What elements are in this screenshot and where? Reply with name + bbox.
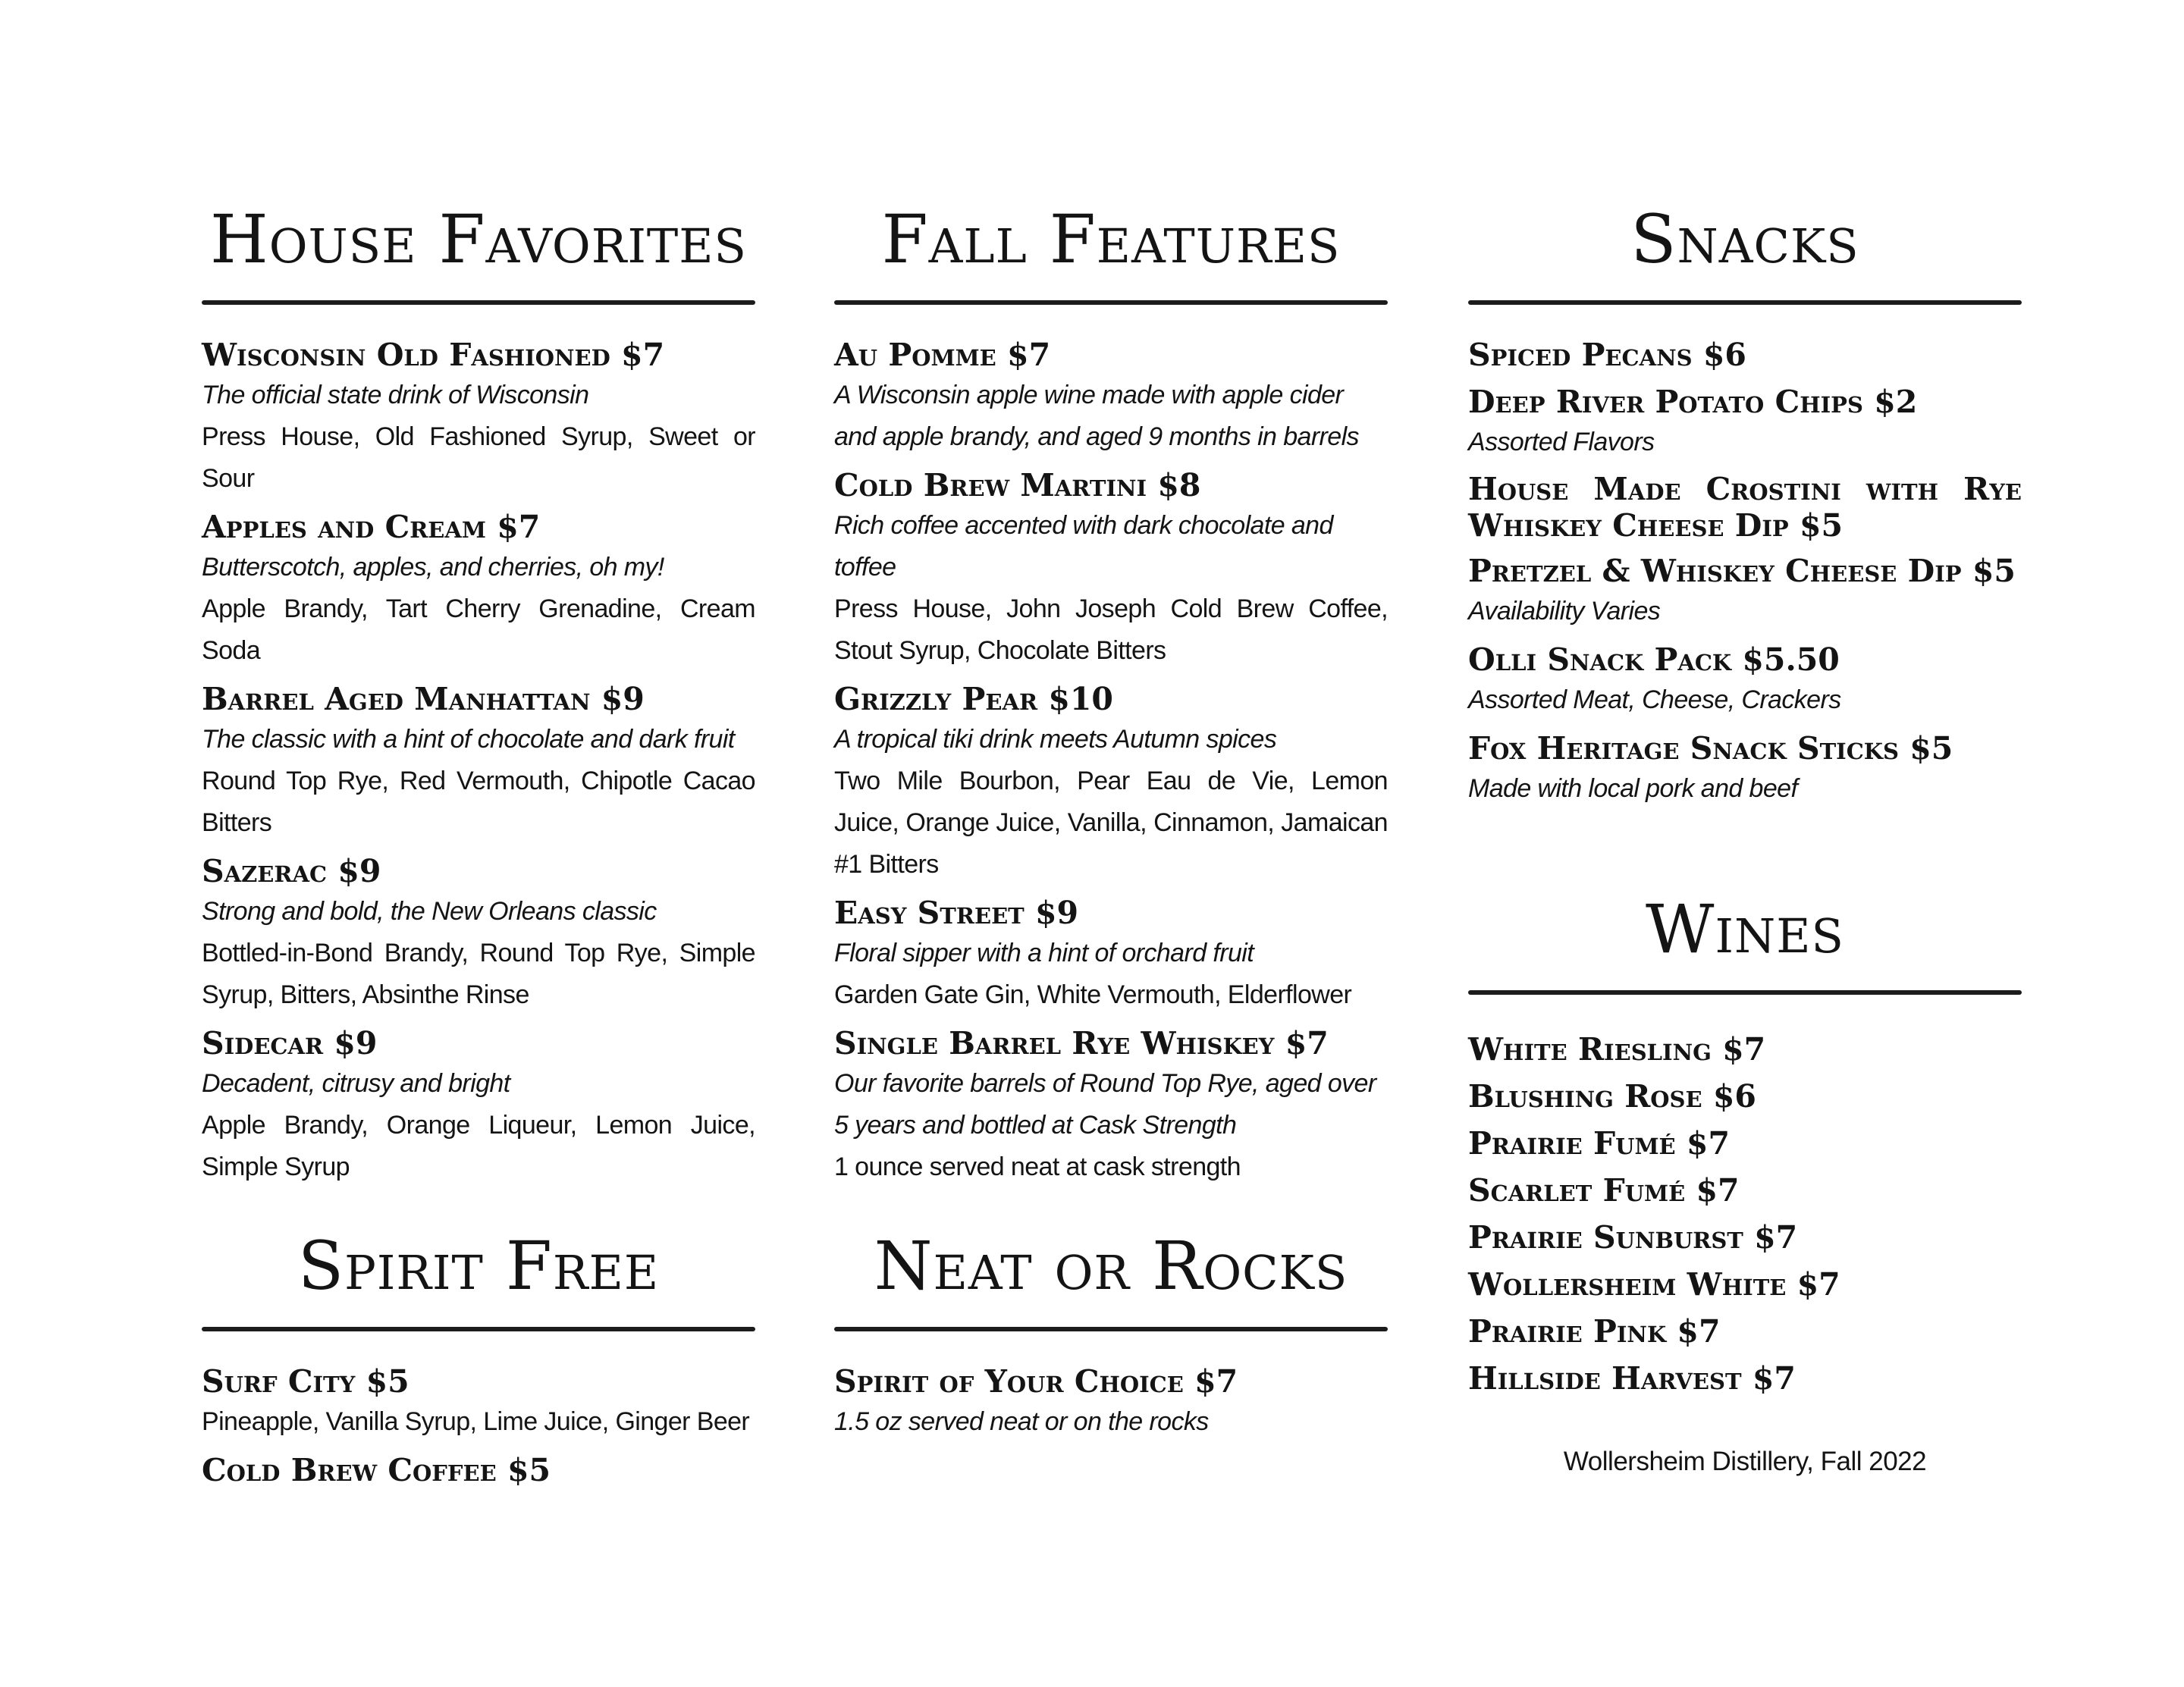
section-title: Neat or Rocks	[874, 1227, 1348, 1305]
menu-item-description: Assorted Flavors	[1468, 428, 1655, 456]
menu-item-ingredients: Apple Brandy, Tart Cherry Grenadine, Cream Soda	[202, 594, 755, 665]
menu-item-description: Strong and bold, the New Orleans classic	[202, 897, 657, 926]
menu-item	[1468, 1265, 2022, 1304]
menu-item-name: Au Pomme $7	[834, 337, 1051, 373]
menu-item	[1468, 1171, 2022, 1210]
menu-item-name: Blushing Rose $6	[1468, 1078, 1756, 1115]
fall-features-section	[834, 200, 1388, 1196]
menu-item-ingredients: 1 ounce served neat at cask strength	[834, 1152, 1241, 1181]
section-title: Spirit Free	[297, 1227, 660, 1305]
menu-item-ingredients: Press House, John Joseph Cold Brew Coffee, Stout Syrup, Chocolate Bitters	[834, 594, 1388, 665]
menu-list	[202, 335, 755, 1188]
menu-item	[1468, 1312, 2022, 1351]
menu-item-name: Hillside Harvest $7	[1468, 1360, 1796, 1397]
menu-item-name: Pretzel & Whiskey Cheese Dip $5	[1468, 553, 2016, 589]
divider	[834, 1327, 1388, 1331]
divider	[202, 300, 755, 305]
menu-list	[834, 1362, 1388, 1443]
menu-item-name: Sazerac $9	[202, 853, 381, 889]
menu-item-description: Our favorite barrels of Round Top Rye, aged over 5 years and bottled at Cask Strength	[834, 1069, 1376, 1140]
menu-item-ingredients: Press House, Old Fashioned Syrup, Sweet or Sour	[202, 422, 755, 493]
menu-item-ingredients: Two Mile Bourbon, Pear Eau de Vie, Lemon Juice, Orange Juice, Vanilla, Cinnamon, Jamaican #1 Bitters	[834, 767, 1388, 879]
menu-item-description: A Wisconsin apple wine made with apple cider and apple brandy, and aged 9 months in barrels	[834, 381, 1359, 451]
menu-item-name: Grizzly Pear $10	[834, 681, 1113, 717]
menu-item	[202, 1362, 755, 1443]
menu-item-name: Cold Brew Coffee $5	[202, 1452, 551, 1488]
menu-item	[1468, 1359, 2022, 1398]
menu-item	[202, 679, 755, 844]
section-title: Fall Features	[881, 200, 1341, 278]
menu-item-ingredients: Bottled-in-Bond Brandy, Round Top Rye, Simple Syrup, Bitters, Absinthe Rinse	[202, 939, 755, 1009]
menu-item-name: Deep River Potato Chips $2	[1468, 384, 1918, 420]
menu-item-description: Made with local pork and beef	[1468, 774, 1798, 803]
menu-item-description: Assorted Meat, Cheese, Crackers	[1468, 685, 1841, 714]
divider	[834, 300, 1388, 305]
menu-item-name: Wollersheim White $7	[1468, 1266, 1840, 1303]
menu-item-name: Scarlet Fumé $7	[1468, 1172, 1740, 1209]
footer-credit: Wollersheim Distillery, Fall 2022	[1563, 1447, 1927, 1476]
menu-item	[834, 893, 1388, 1016]
menu-item	[202, 507, 755, 672]
menu-item	[202, 851, 755, 1016]
menu-item-name: Surf City $5	[202, 1363, 410, 1400]
menu-list	[834, 335, 1388, 1188]
menu-item-name: Sidecar $9	[202, 1025, 378, 1061]
menu-item-description: 1.5 oz served neat or on the rocks	[834, 1407, 1209, 1436]
menu-item-name: Easy Street $9	[834, 895, 1079, 931]
menu-item-ingredients: Pineapple, Vanilla Syrup, Lime Juice, Ginger Beer	[202, 1407, 750, 1436]
menu-item	[834, 466, 1388, 672]
menu-item	[834, 679, 1388, 886]
menu-item-description: The classic with a hint of chocolate and dark fruit	[202, 725, 735, 754]
menu-item-name: Spiced Pecans $6	[1468, 337, 1746, 373]
menu-item-name: Cold Brew Martini $8	[834, 467, 1201, 503]
menu-item-description: Floral sipper with a hint of orchard fruit	[834, 939, 1254, 967]
wines-section	[1468, 890, 2022, 1406]
menu-item-ingredients: Round Top Rye, Red Vermouth, Chipotle Cacao Bitters	[202, 767, 755, 837]
section-title: Snacks	[1630, 200, 1859, 278]
menu-item-name: House Made Crostini with Rye Whiskey Cheese Dip $5	[1468, 471, 2022, 544]
menu-item-name: Prairie Fumé $7	[1468, 1125, 1730, 1162]
house-favorites-section	[202, 200, 755, 1196]
divider	[1468, 300, 2022, 305]
menu-item	[1468, 1077, 2022, 1116]
menu-item-description: A tropical tiki drink meets Autumn spices	[834, 725, 1277, 754]
menu-item-name: Prairie Pink $7	[1468, 1313, 1721, 1350]
menu-item	[202, 1024, 755, 1188]
menu-item	[1468, 640, 2022, 721]
menu-item-name: Single Barrel Rye Whiskey $7	[834, 1025, 1329, 1061]
menu-item-name: Prairie Sunburst $7	[1468, 1219, 1798, 1256]
menu-item	[1468, 1218, 2022, 1257]
menu-item	[834, 1024, 1388, 1188]
menu-item	[834, 1362, 1388, 1443]
menu-item-description: Butterscotch, apples, and cherries, oh my!	[202, 553, 664, 582]
menu-item	[1468, 471, 2022, 544]
snacks-section	[1468, 200, 2022, 817]
section-title: House Favorites	[209, 200, 748, 278]
menu-item-name: Fox Heritage Snack Sticks $5	[1468, 730, 1953, 767]
menu-item	[202, 335, 755, 500]
menu-item-name: Olli Snack Pack $5.50	[1468, 641, 1840, 678]
neat-or-rocks-section	[834, 1227, 1388, 1450]
divider	[202, 1327, 755, 1331]
menu-list	[1468, 335, 2022, 810]
menu-list	[202, 1362, 755, 1490]
menu-item-ingredients: Apple Brandy, Orange Liqueur, Lemon Juice, Simple Syrup	[202, 1111, 755, 1181]
menu-item-ingredients: Garden Gate Gin, White Vermouth, Elderflower	[834, 980, 1352, 1009]
menu-item	[1468, 1030, 2022, 1069]
menu-item	[834, 335, 1388, 458]
menu-item	[202, 1450, 755, 1490]
menu-item	[1468, 551, 2022, 632]
menu-item-description: Availability Varies	[1468, 597, 1661, 626]
menu-list	[1468, 1030, 2022, 1398]
menu-item-description: Decadent, citrusy and bright	[202, 1069, 510, 1098]
menu-item-name: Barrel Aged Manhattan $9	[202, 681, 645, 717]
menu-item-description: The official state drink of Wisconsin	[202, 381, 589, 409]
divider	[1468, 990, 2022, 995]
menu-item	[1468, 729, 2022, 810]
section-title: Wines	[1646, 890, 1844, 968]
menu-item-description: Rich coffee accented with dark chocolate and toffee	[834, 511, 1333, 582]
menu-item	[1468, 1124, 2022, 1163]
spirit-free-section	[202, 1227, 755, 1497]
menu-item-name: White Riesling $7	[1468, 1031, 1766, 1068]
menu-item-name: Spirit of Your Choice $7	[834, 1363, 1238, 1400]
menu-item	[1468, 335, 2022, 375]
menu-item	[1468, 382, 2022, 463]
menu-item-name: Apples and Cream $7	[202, 509, 541, 545]
menu-item-name: Wisconsin Old Fashioned $7	[202, 337, 665, 373]
